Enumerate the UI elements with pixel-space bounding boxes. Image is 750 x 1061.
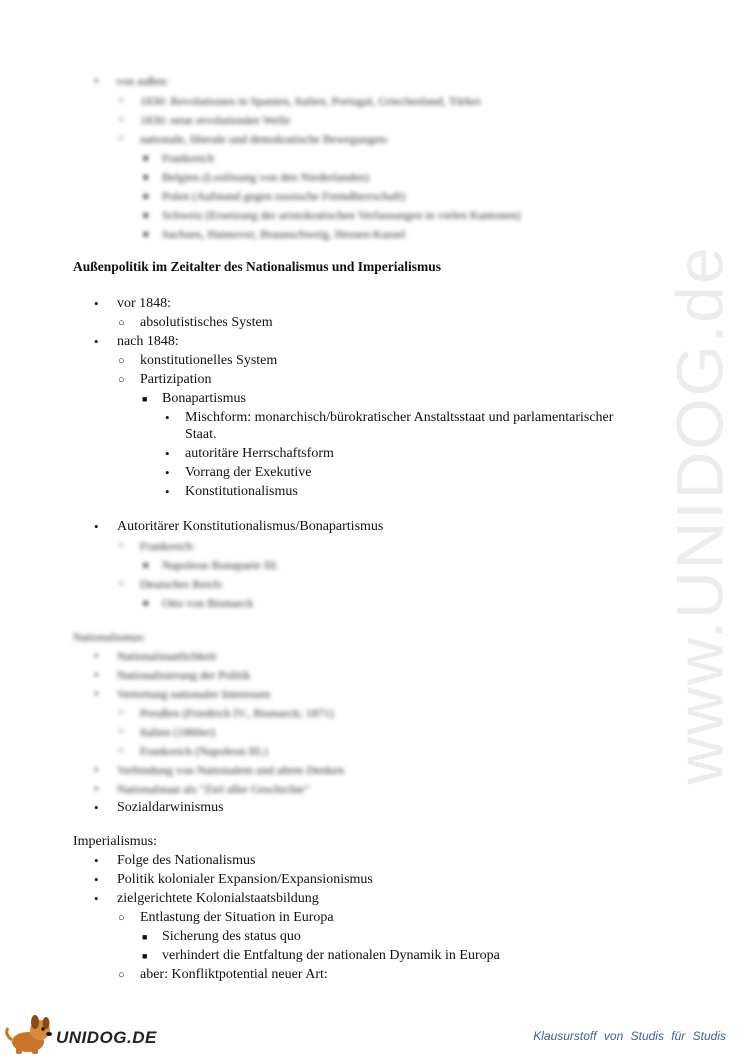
bullet-square: ■ (142, 932, 148, 942)
bullet-disc: • (94, 781, 99, 796)
list-item: Sicherung des status quo (162, 929, 301, 944)
section-heading: Außenpolitik im Zeitalter des Nationalismus und Imperialismus (73, 259, 442, 274)
list-item: zielgerichtete Kolonialstaatsbildung (117, 891, 319, 906)
bullet-square: ■ (142, 951, 148, 961)
bullet-square: ■ (143, 153, 149, 163)
list-item: Polen (Aufstand gegen russische Fremdherrschaft) (162, 189, 406, 203)
bullet-disc: • (94, 872, 99, 887)
bullet-circle: ○ (118, 969, 125, 981)
list-item: vor 1848: (117, 296, 172, 311)
bullet-circle: ○ (118, 726, 125, 737)
bullet-disc: • (94, 667, 99, 682)
bullet-disc: • (94, 73, 99, 88)
list-item: autoritäre Herrschaftsform (185, 446, 334, 461)
bullet-circle: ○ (118, 317, 125, 329)
list-item: Napoleon Bonaparte III. (162, 558, 279, 572)
list-item: konstitutionelles System (140, 353, 278, 368)
bullet-circle: ○ (118, 374, 125, 386)
section-title: Imperialismus: (73, 834, 157, 849)
list-item: von außen: (116, 74, 169, 88)
list-item: Verbindung von Nationalem und altem Denken (117, 763, 344, 777)
bullet-disc: • (94, 296, 99, 311)
bullet-square: ■ (143, 229, 149, 239)
list-item: Deutsches Reich: (140, 577, 224, 591)
bullet-circle: ○ (118, 114, 125, 125)
unidog-logo[interactable] (2, 1014, 162, 1056)
bullet-disc: • (94, 686, 99, 701)
bullet-square: ■ (143, 210, 149, 220)
bullet-circle: ○ (118, 540, 125, 551)
list-item: Frankreich (Napoleon III.) (140, 744, 268, 758)
bullet-disc: • (94, 762, 99, 777)
list-item: Italien (1860er) (140, 725, 215, 739)
list-item: Vorrang der Exekutive (185, 465, 312, 480)
list-item: aber: Konfliktpotential neuer Art: (140, 967, 328, 982)
list-item: Bonapartismus (162, 391, 246, 406)
list-item: Frankreich: (140, 539, 196, 553)
list-item: Nationalstaat als "Ziel aller Geschichte" (117, 782, 310, 796)
list-item: Belgien (Loslösung von den Niederlanden) (162, 170, 370, 184)
footer-tagline: Klausurstoff von Studis für Studis (533, 1029, 726, 1043)
logo-text: UNIDOG.DE (56, 1028, 157, 1047)
bullet-disc: • (165, 446, 170, 461)
list-item: 1830: neue revolutionäre Welle (140, 113, 291, 127)
list-item: verhindert die Entfaltung der nationalen Dynamik in Europa (162, 948, 500, 963)
bullet-circle: ○ (118, 578, 125, 589)
list-item: Sachsen, Hannover, Braunschweig, Hessen-Kassel (162, 227, 406, 241)
bullet-disc: • (94, 334, 99, 349)
bullet-disc: • (165, 410, 170, 425)
bullet-circle: ○ (118, 745, 125, 756)
bullet-disc: • (94, 800, 99, 815)
bullet-disc: • (94, 853, 99, 868)
list-item: Sozialdarwinismus (117, 800, 224, 815)
bullet-circle: ○ (118, 912, 125, 924)
list-item: Politik kolonialer Expansion/Expansionismus (117, 872, 373, 887)
dog-icon (2, 1014, 58, 1056)
bullet-square: ■ (142, 394, 148, 404)
list-item: Vertretung nationaler Interessen (117, 687, 271, 701)
list-item: Entlastung der Situation in Europa (140, 910, 334, 925)
list-item: Nationalstaatlichkeit (117, 649, 217, 663)
bullet-circle: ○ (118, 95, 125, 106)
bullet-circle: ○ (118, 707, 125, 718)
list-item: Mischform: monarchisch/bürokratischer Anstaltsstaat und parlamentarischer (185, 410, 614, 425)
bullet-disc: • (165, 465, 170, 480)
list-item: nationale, liberale und demokratische Bewegungen: (140, 132, 389, 146)
list-item: absolutistisches System (140, 315, 273, 330)
bullet-square: ■ (143, 598, 149, 608)
bullet-circle: ○ (118, 133, 125, 144)
list-item: Konstitutionalismus (185, 484, 298, 499)
bullet-circle: ○ (118, 355, 125, 367)
bullet-square: ■ (143, 172, 149, 182)
bullet-disc: • (94, 891, 99, 906)
list-item: Otto von Bismarck (162, 596, 254, 610)
list-item: Preußen (Friedrich IV., Bismarck; 1871) (140, 706, 334, 720)
list-item: nach 1848: (117, 334, 179, 349)
bullet-disc: • (94, 519, 99, 534)
list-item: 1830: Revolutionen in Spanien, Italien, Portugal, Griechenland, Türkei (140, 94, 481, 108)
list-item-continuation: Staat. (185, 427, 217, 442)
bullet-disc: • (94, 648, 99, 663)
bullet-square: ■ (143, 191, 149, 201)
bullet-disc: • (165, 484, 170, 499)
list-item: Frankreich (162, 151, 214, 165)
list-item: Folge des Nationalismus (117, 853, 256, 868)
list-item: Partizipation (140, 372, 212, 387)
watermark (650, 245, 750, 785)
list-item: Nationalisierung der Politik (117, 668, 251, 682)
watermark-text: www.UNIDOG.de (663, 245, 737, 785)
bullet-square: ■ (143, 560, 149, 570)
list-item: Autoritärer Konstitutionalismus/Bonapartismus (117, 519, 384, 534)
section-title: Nationalismus: (73, 630, 146, 644)
list-item: Schweiz (Ersetzung der aristokratischen Verfassungen in vielen Kantonen) (162, 208, 521, 222)
